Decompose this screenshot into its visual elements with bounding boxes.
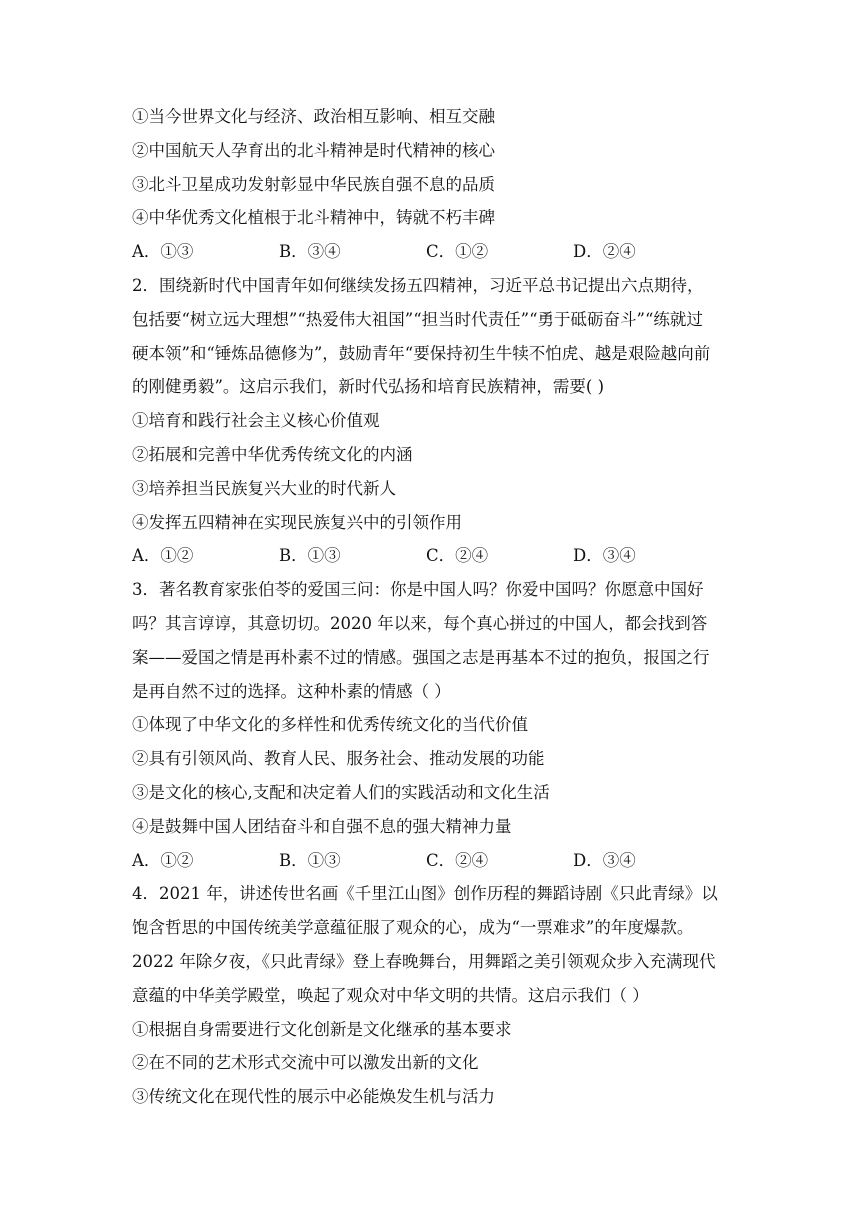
q2-option-a[interactable]: A．①② [132,546,194,566]
q2-options [132,539,738,573]
q3-statement-4: ④是鼓舞中国人团结奋斗和自强不息的强大精神力量 [132,816,512,836]
q3-stem-line-2: 吗？其言谆谆，其意切切。2020 年以来，每个真心拼过的中国人，都会找到答 [132,613,708,633]
q3-option-d[interactable]: D．③④ [573,850,636,870]
q1-option-d[interactable]: D．②④ [573,242,636,262]
q3-stem-line-3: 案——爱国之情是再朴素不过的情感。强国之志是再基本不过的抱负，报国之行 [132,647,710,667]
q4-stem-line-3: 2022 年除夕夜，《只此青绿》登上春晚舞台，用舞蹈之美引领观众步入充满现代 [132,951,716,971]
q2-statement-3: ③培养担当民族复兴大业的时代新人 [132,478,396,498]
q3-statement-1: ①体现了中华文化的多样性和优秀传统文化的当代价值 [132,715,528,735]
q3-options [132,844,738,878]
q1-options [132,235,738,269]
q2-option-c[interactable]: C．②④ [426,546,489,566]
q4-statement-3: ③传统文化在现代性的展示中必能焕发生机与活力 [132,1087,495,1107]
q1-statement-4: ④中华优秀文化植根于北斗精神中，铸就不朽丰碑 [132,208,495,228]
q4-stem-line-4: 意蕴的中华美学殿堂，唤起了观众对中华文明的共情。这启示我们（ ） [132,985,649,1005]
q3-stem-line-1: 3．著名教育家张伯苓的爱国三问：你是中国人吗？你爱中国吗？你愿意中国好 [132,580,704,600]
q1-option-c[interactable]: C．①② [426,242,489,262]
q2-statement-1: ①培育和践行社会主义核心价值观 [132,411,380,431]
q2-stem [132,269,738,404]
q3-statements [132,708,738,843]
q3-option-a[interactable]: A．①② [132,850,194,870]
q4-statement-2: ②在不同的艺术形式交流中可以激发出新的文化 [132,1053,479,1073]
q1-statements [132,100,738,235]
q2-stem-line-3: 硬本领”和“锤炼品德修为”，鼓励青年“要保持初生牛犊不怕虎、越是艰险越向前 [132,343,711,363]
q2-option-d[interactable]: D．③④ [573,546,636,566]
q1-option-a[interactable]: A．①③ [132,242,194,262]
q2-option-b[interactable]: B．①③ [279,546,341,566]
q3-statement-3: ③是文化的核心,支配和决定着人们的实践活动和文化生活 [132,782,550,802]
q1-statement-2: ②中国航天人孕育出的北斗精神是时代精神的核心 [132,140,495,160]
q1-statement-3: ③北斗卫星成功发射彰显中华民族自强不息的品质 [132,174,495,194]
q1-statement-1: ①当今世界文化与经济、政治相互影响、相互交融 [132,107,495,126]
q4-stem-line-2: 饱含哲思的中国传统美学意蕴征服了观众的心，成为“一票难求”的年度爆款。 [132,918,694,938]
q3-stem [132,573,738,708]
q2-stem-line-4: 的刚健勇毅”。这启示我们，新时代弘扬和培育民族精神，需要( ) [132,377,605,397]
q4-stem [132,877,738,1012]
question-content [132,100,738,1114]
q2-stem-line-1: 2．围绕新时代中国青年如何继续发扬五四精神，习近平总书记提出六点期待， [132,275,704,295]
q3-option-b[interactable]: B．①③ [279,850,341,870]
q3-option-c[interactable]: C．②④ [426,850,489,870]
q3-stem-line-4: 是再自然不过的选择。这种朴素的情感（ ） [132,681,451,701]
q2-statements [132,404,738,539]
q2-statement-4: ④发挥五四精神在实现民族复兴中的引领作用 [132,512,462,532]
q4-stem-line-1: 4．2021 年，讲述传世名画《千里江山图》创作历程的舞蹈诗剧《只此青绿》以 [132,884,718,904]
q2-statement-2: ②拓展和完善中华优秀传统文化的内涵 [132,444,413,464]
q4-statement-1: ①根据自身需要进行文化创新是文化继承的基本要求 [132,1019,512,1039]
q2-stem-line-2: 包括要“树立远大理想”“热爱伟大祖国”“担当时代责任”“勇于砥砺奋斗”“练就过 [132,309,703,329]
q4-statements [132,1013,738,1114]
q1-option-b[interactable]: B．③④ [279,242,341,262]
q3-statement-2: ②具有引领风尚、教育人民、服务社会、推动发展的功能 [132,749,545,769]
